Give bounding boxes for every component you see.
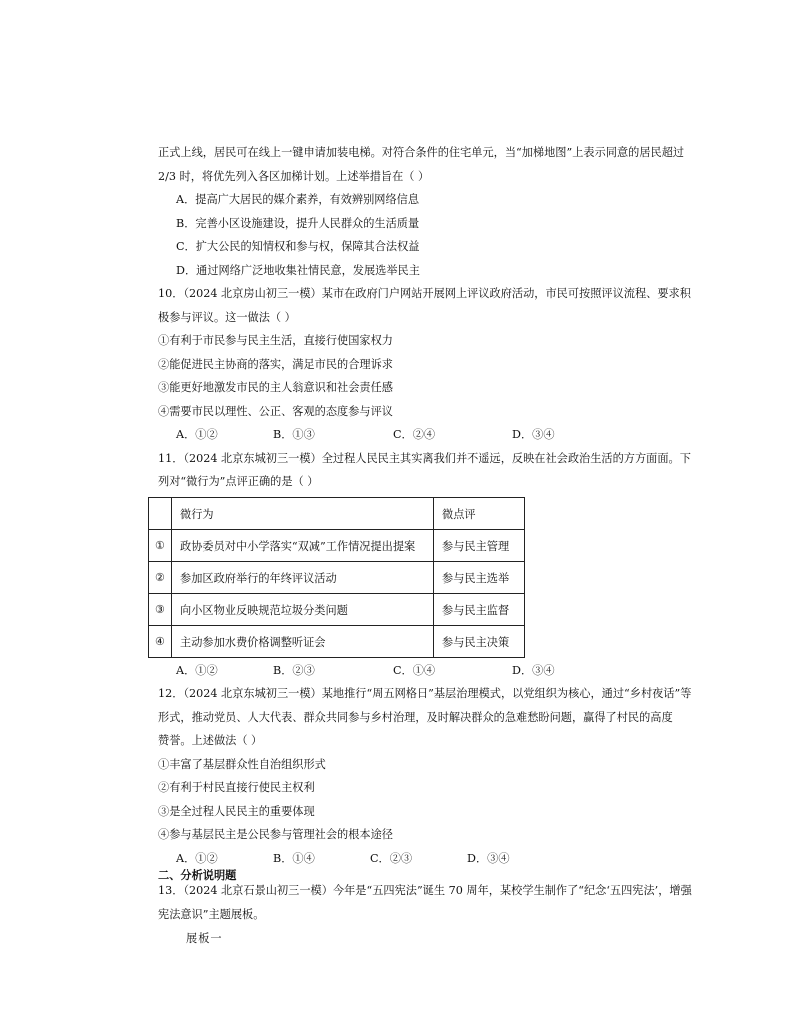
q12-statement-3: ③是全过程人民民主的重要体现 [158, 805, 315, 818]
q12-stem-line-2: 形式，推动党员、人大代表、群众共同参与乡村治理，及时解决群众的急难愁盼问题，赢得了村民的高度 [158, 711, 673, 724]
q9-option-a: A．提高广大居民的媒介素养，有效辨别网络信息 [176, 193, 420, 206]
q11-choice-a: A．①② [176, 664, 218, 677]
q12-choice-b: B．①④ [273, 852, 315, 865]
q10-statement-2: ②能促进民主协商的落实，满足市民的合理诉求 [158, 358, 393, 371]
q13-stem-line-2: 宪法意识”主题展板。 [158, 908, 265, 921]
q9-option-b: B．完善小区设施建设，提升人民群众的生活质量 [176, 217, 420, 230]
q12-statement-1: ①丰富了基层群众性自治组织形式 [158, 758, 326, 771]
q10-stem-line-2: 极参与评议。这一做法（ ） [158, 311, 296, 324]
q9-stem-line-1: 正式上线，居民可在线上一键申请加装电梯。对符合条件的住宅单元，当“加梯地图”上表示同意的居民超过 [158, 146, 685, 159]
row-action: 向小区物业反映规范垃圾分类问题 [172, 594, 434, 626]
q10-choice-d: D．③④ [512, 428, 555, 441]
table-header-row [149, 498, 525, 530]
q12-statement-4: ④参与基层民主是公民参与管理社会的根本途径 [158, 828, 393, 841]
table-row [149, 562, 525, 594]
q12-choice-c: C．②③ [370, 852, 413, 865]
q11-choice-c: C．①④ [393, 664, 436, 677]
q12-choice-a: A．①② [176, 852, 218, 865]
row-action: 主动参加水费价格调整听证会 [172, 626, 434, 658]
table-row [149, 530, 525, 562]
q10-statement-1: ①有利于市民参与民主生活，直接行使国家权力 [158, 334, 393, 347]
row-action: 参加区政府举行的年终评议活动 [172, 562, 434, 594]
row-action: 政协委员对中小学落实“双减”工作情况提出提案 [172, 530, 434, 562]
q11-choice-b: B．②③ [273, 664, 315, 677]
table-row [149, 626, 525, 658]
q11-stem-line-1: 11．（2024 北京东城初三一模）全过程人民民主其实离我们并不遥远，反映在社会政治生活的方方面面。下 [158, 452, 691, 465]
q10-choice-b: B．①③ [273, 428, 315, 441]
q12-stem-line-3: 赞誉。上述做法（ ） [158, 734, 263, 747]
row-number: ③ [149, 594, 172, 626]
section-title: 二、分析说明题 [158, 868, 237, 882]
q11-stem-line-2: 列对“微行为”点评正确的是（ ） [158, 475, 319, 488]
row-review: 参与民主管理 [434, 530, 525, 562]
table-header-review: 微点评 [434, 498, 525, 530]
q10-statement-4: ④需要市民以理性、公正、客观的态度参与评议 [158, 405, 393, 418]
q13-stem-line-1: 13．（2024 北京石景山初三一模）今年是“五四宪法”诞生 70 周年，某校学生制作了“纪念‘五四宪法’，增强 [158, 884, 692, 897]
q10-stem-line-1: 10．（2024 北京房山初三一模）某市在政府门户网站开展网上评议政府活动，市民可按照评议流程、要求积 [158, 287, 691, 300]
q10-choice-c: C．②④ [393, 428, 436, 441]
q11-choice-d: D．③④ [512, 664, 555, 677]
row-number: ② [149, 562, 172, 594]
q11-table [148, 497, 525, 658]
q12-statement-2: ②有利于村民直接行使民主权利 [158, 781, 315, 794]
row-review: 参与民主决策 [434, 626, 525, 658]
table-cell [149, 498, 172, 530]
row-review: 参与民主监督 [434, 594, 525, 626]
q10-statement-3: ③能更好地激发市民的主人翁意识和社会责任感 [158, 381, 393, 394]
row-review: 参与民主选举 [434, 562, 525, 594]
q12-choice-d: D．③④ [467, 852, 510, 865]
board-label: 展板一 [186, 932, 223, 945]
q9-stem-line-2: 2/3 时，将优先列入各区加梯计划。上述举措旨在（ ） [158, 170, 430, 183]
table-row [149, 594, 525, 626]
q9-option-c: C．扩大公民的知情权和参与权，保障其合法权益 [176, 240, 420, 253]
row-number: ④ [149, 626, 172, 658]
table-header-action: 微行为 [172, 498, 434, 530]
row-number: ① [149, 530, 172, 562]
q9-option-d: D．通过网络广泛地收集社情民意，发展选举民主 [176, 264, 420, 277]
q10-choice-a: A．①② [176, 428, 218, 441]
q12-stem-line-1: 12．（2024 北京东城初三一模）某地推行“周五网格日”基层治理模式，以党组织为核心，通过“乡村夜话”等 [158, 687, 692, 700]
